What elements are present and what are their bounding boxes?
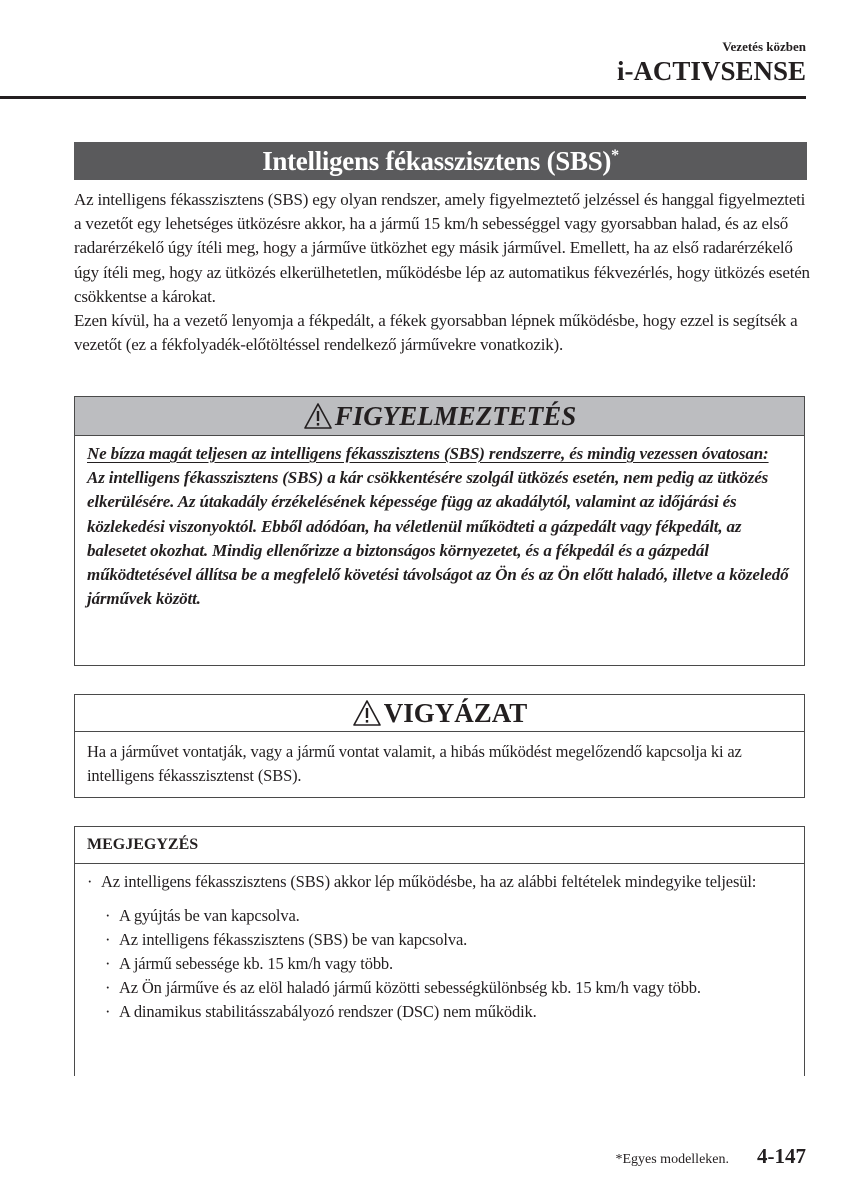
bullet: · [105,906,111,925]
condition-text: Az Ön járműve és az elöl haladó jármű közötti sebességkülönbség kb. 15 km/h vagy több. [119,978,701,997]
conditions-list [87,904,792,1024]
header-divider [0,96,806,99]
note-body [75,864,804,1024]
section-title-text: Intelligens fékasszisztens (SBS) [262,146,612,176]
page-footer [615,1144,806,1169]
warning-triangle-icon [303,402,333,430]
condition-text: A gyújtás be van kapcsolva. [119,906,300,925]
warning-title: FIGYELMEZTETÉS [334,400,577,431]
condition-item [105,904,792,928]
condition-item [105,952,792,976]
warning-body [75,436,804,611]
section-title [74,142,807,180]
caution-header [75,695,804,732]
warning-box [74,396,805,666]
condition-text: A dinamikus stabilitásszabályozó rendszer (DSC) nem működik. [119,1002,537,1021]
intro-paragraph: Az intelligens fékasszisztens (SBS) egy olyan rendszer, amely figyelmeztető jelzéssel és hanggal figyelmezteti a vezetőt egy lehetséges ütközésre akkor, ha a jármű 15 km/h sebességgel vagy gyorsabban halad, és az első radarérzékelő úgy ítéli meg, hogy a járműve ütközhet egy másik járművel. Emellett, ha az első radarérzékelő úgy ítéli meg, hogy az ütközés elkerülhetetlen, működésbe lép az automatikus fékvezérlés, hogy ütközés esetén csökkentse a károkat. [74,190,810,306]
warning-lead: Ne bízza magát teljesen az intelligens fékasszisztens (SBS) rendszerre, és mindig vezessen óvatosan: [87,444,769,463]
caution-box [74,694,805,798]
condition-text: Az intelligens fékasszisztens (SBS) be van kapcsolva. [119,930,468,949]
bullet: · [105,978,111,997]
section-title-footnote-marker: * [611,147,619,164]
note-title: MEGJEGYZÉS [75,827,804,864]
page-header [617,40,806,86]
condition-text: A jármű sebessége kb. 15 km/h vagy több. [119,954,394,973]
intro-paragraph: Ezen kívül, ha a vezető lenyomja a fékpedált, a fékek gyorsabban lépnek működésbe, hogy ezzel is segítsék a vezetőt (ez a fékfolyadék-előtöltéssel rendelkező járművekre vonatkozik). [74,311,798,355]
bullet: · [105,1002,111,1021]
condition-item [105,928,792,952]
warning-triangle-icon [352,699,382,727]
intro-text [74,188,814,357]
chapter-label: Vezetés közben [722,39,806,54]
chapter-title: i-ACTIVSENSE [616,56,806,86]
page-number: 4-147 [757,1144,806,1168]
note-item [87,870,792,894]
condition-item [105,1000,792,1024]
condition-item [105,976,792,1000]
bullet: · [105,930,111,949]
caution-text: Ha a járművet vontatják, vagy a jármű vontat valamit, a hibás működést megelőzendő kapcsolja ki az intelligens fékasszisztenst (SBS). [87,742,742,785]
caution-title: VIGYÁZAT [383,697,528,728]
warning-header [75,397,804,436]
note-box [74,826,805,1076]
footnote: *Egyes modelleken. [615,1152,729,1167]
warning-text: Az intelligens fékasszisztens (SBS) a kár csökkentésére szolgál ütközés esetén, nem pedig az ütközés elkerülésére. Az útakadály érzékelésének képessége függ az akadálytól, valamint az időjárási és közlekedési viszonyoktól. Ebből adódóan, ha véletlenül működteti a gázpedált vagy fékpedált, az balesetet okozhat. Mindig ellenőrizze a biztonságos környezetet, és a fékpedál és a gázpedál működtetésével állítsa be a megfelelő követési távolságot az Ön és az Ön előtt haladó, illetve a közeledő járművek között. [87,468,789,609]
note-item-text: Az intelligens fékasszisztens (SBS) akkor lép működésbe, ha az alábbi feltételek mindegyike teljesül: [101,872,757,891]
bullet: · [87,872,93,891]
bullet: · [105,954,111,973]
